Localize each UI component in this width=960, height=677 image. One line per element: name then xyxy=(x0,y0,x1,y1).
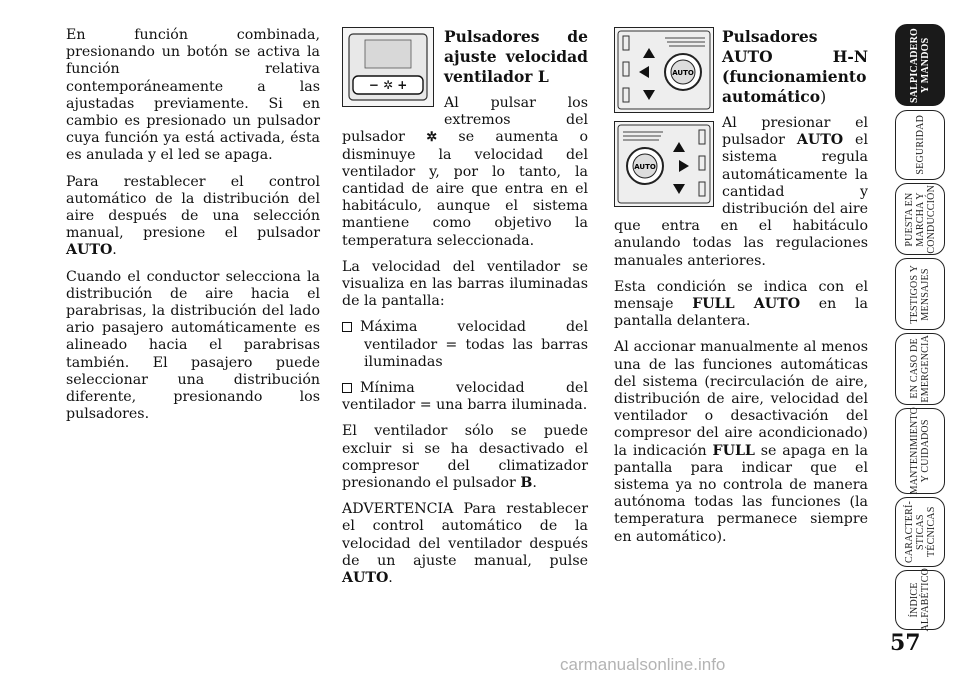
tab-label: SEGURIDAD xyxy=(914,115,926,175)
text: ) xyxy=(820,88,827,106)
page-number: 57 xyxy=(890,630,921,656)
section-tabs xyxy=(887,0,960,677)
tab-label: PUESTA EN MARCHA Y CONDUCCIÓN xyxy=(903,184,937,254)
text: ADVERTENCIA Para restablecer el control automático de la velocidad del ventilador después de un ajuste manual, pulse xyxy=(342,501,588,569)
tab-label: EN CASO DE EMERGENCIA xyxy=(909,335,931,403)
tab-label: ÍNDICE ALFABÉTICO xyxy=(909,568,931,632)
tab-emergencia[interactable] xyxy=(895,333,945,405)
text: . xyxy=(112,242,117,259)
tab-indice[interactable] xyxy=(895,570,945,630)
fan-icon: ✲ xyxy=(426,130,438,146)
paragraph-combined-function: En función combinada, presionando un botón se activa la función relativa contemporáneamente a las ajustadas previamente. Si en cambio es presionado un pulsador cuya función ya está activada, ésta es anulada y el led se apaga. xyxy=(66,27,320,164)
bullet-max-speed xyxy=(342,319,588,371)
text: Para restablecer el control automático de la distribución del aire después de una selección manual, presione el pulsador xyxy=(66,173,320,242)
paragraph-fan-display: La velocidad del ventilador se visualiza en las barras iluminadas de la pantalla: xyxy=(342,258,588,310)
text: . xyxy=(388,570,393,587)
text-column-1 xyxy=(66,27,320,432)
auto-button-figure-right xyxy=(614,121,714,207)
paragraph-windshield: Cuando el conductor selecciona la distribución de aire hacia el parabrisas, la distribución del lado ario pasajero automáticamente es alineado hacia el parabrisas también. El pasajero puede seleccionar una distribución diferente, presionando los pulsadores. xyxy=(66,268,320,423)
tab-mantenimiento[interactable] xyxy=(895,408,945,494)
tab-puesta-en-marcha[interactable] xyxy=(895,183,945,255)
text: Al pulsar los extremos del pulsador xyxy=(342,95,588,146)
bold-auto: AUTO xyxy=(342,570,389,587)
auto-knob-label: AUTO xyxy=(634,163,656,171)
heading-fan-buttons: Pulsadores de ajuste velocidad ventilador L xyxy=(444,27,588,86)
text: Máxima velocidad del ventilador = todas las barras iluminadas xyxy=(360,319,588,370)
auto-button-figure-left xyxy=(614,27,714,113)
text: Pulsadores AUTO H-N (funcionamiento automático xyxy=(722,27,868,106)
tab-salpicadero[interactable] xyxy=(895,24,945,106)
tab-label: CARACTERÍ- STICAS TÉCNICAS xyxy=(903,501,937,563)
text: . xyxy=(532,475,537,492)
paragraph-warning xyxy=(342,501,588,587)
text: en la pantalla delantera. xyxy=(614,296,868,330)
bold-b: B xyxy=(520,475,533,492)
text: se aumenta o disminuye la velocidad del ventilador y, por lo tanto, la cantidad de aire que entra en el habitáculo, aunque el sistema mantiene como objetivo la temperatura seleccionada. xyxy=(342,129,588,249)
bullet-min-speed xyxy=(342,380,588,414)
text-column-2 xyxy=(342,27,588,596)
paragraph-fan-exclude xyxy=(342,423,588,492)
tab-label: MANTENIMIENTO Y CUIDADOS xyxy=(909,407,931,495)
paragraph-restore-auto xyxy=(66,174,320,260)
tab-caracteristicas[interactable] xyxy=(895,497,945,567)
text: Al accionar manualmente al menos una de las funciones automáticas del sistema (recirculación de aire, distribución de aire, velocidad del ventilador o desactivación del compresor del aire acondicionado) la indicación xyxy=(614,339,868,459)
text: Esta condición se indica con el mensaje xyxy=(614,278,868,313)
text: Al presionar el pulsador xyxy=(722,115,868,149)
bold-full-auto: FULL AUTO xyxy=(692,296,801,313)
checkbox-bullet-icon xyxy=(342,322,352,332)
tab-testigos[interactable] xyxy=(895,258,945,330)
tab-label: TESTIGOS Y MENSAJES xyxy=(909,264,931,324)
checkbox-bullet-icon xyxy=(342,383,352,393)
fan-button-label: − ✲ + xyxy=(368,78,408,92)
fan-speed-button-figure xyxy=(342,27,434,107)
tab-label: SALPICADERO Y MANDOS xyxy=(909,27,931,103)
text: Mínima velocidad del ventilador = una barra iluminada. xyxy=(342,380,588,414)
text: El ventilador sólo se puede excluir si se ha desactivado el compresor del climatizador presionando el pulsador xyxy=(342,423,588,492)
bold-auto: AUTO xyxy=(66,242,113,259)
auto-button-figures xyxy=(614,27,714,207)
paragraph-full-auto xyxy=(614,279,868,331)
text-column-3 xyxy=(614,27,868,555)
text: se apaga en la pantalla para indicar que el sistema ya no controla de manera autónoma todas las funciones (la temperatura permanece siempre en automático). xyxy=(614,442,868,545)
watermark: carmanualsonline.info xyxy=(560,655,726,674)
text: el sistema regula automáticamente la cantidad y distribución del aire que entra en el habitáculo anulando todas las regulaciones manuales anteriores. xyxy=(614,132,868,269)
paragraph-fan-adjust xyxy=(342,95,588,250)
auto-knob-label: AUTO xyxy=(672,69,694,77)
tab-seguridad[interactable] xyxy=(895,110,945,180)
bold-auto: AUTO xyxy=(796,132,844,149)
paragraph-manual-override xyxy=(614,339,868,545)
bold-full: FULL xyxy=(712,442,755,459)
